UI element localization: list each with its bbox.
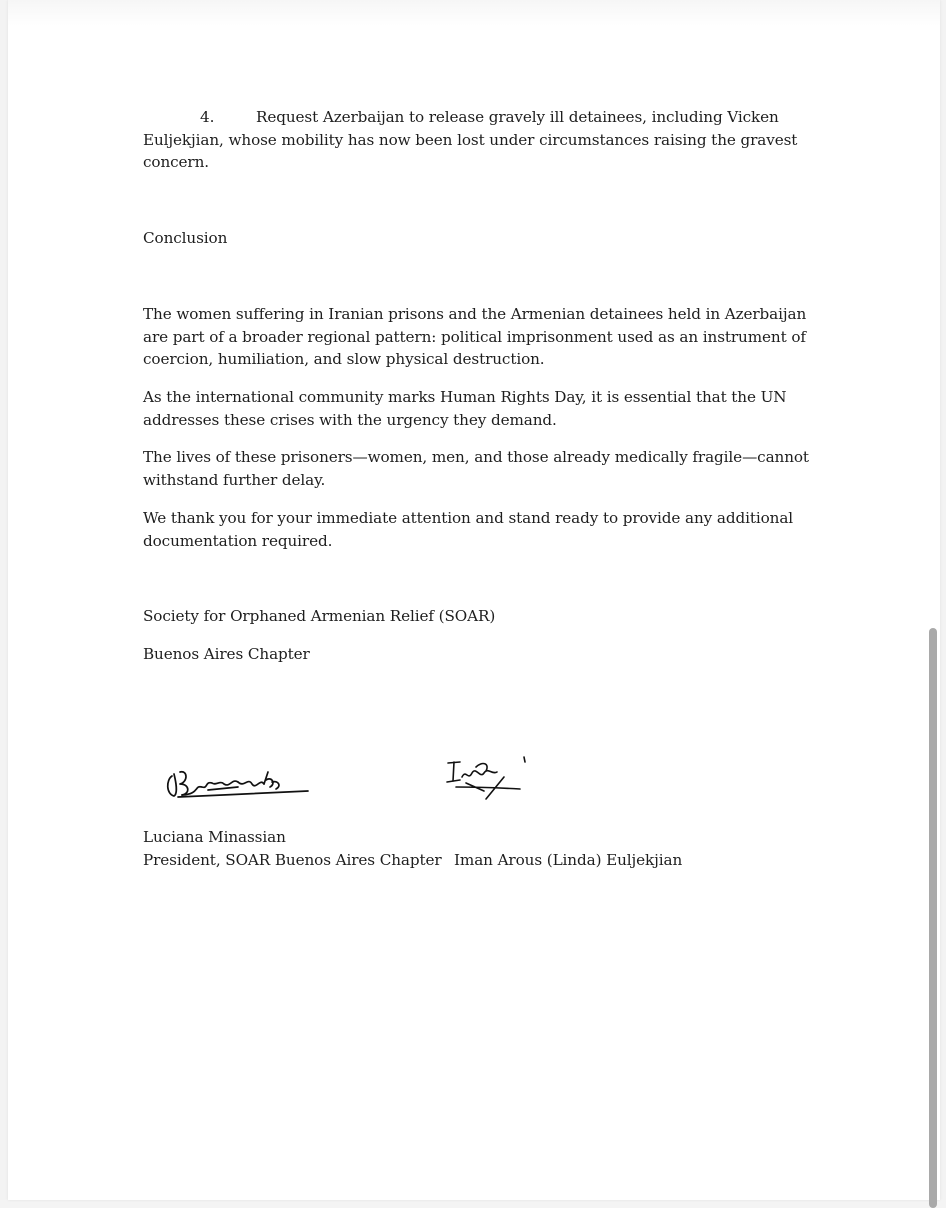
scrollbar-thumb[interactable]	[929, 628, 937, 1208]
page-top-edge	[8, 0, 940, 26]
signatory-1-title: President, SOAR Buenos Aires Chapter	[143, 851, 442, 869]
document-page	[8, 0, 940, 1200]
paragraph-2: As the international community marks Human Rights Day, it is essential that the UN addresses these crises with the urgency they demand.	[143, 388, 787, 429]
organization-name: Society for Orphaned Armenian Relief (SOAR)	[143, 607, 496, 625]
list-item-4	[143, 106, 813, 174]
paragraph-4: We thank you for your immediate attention and stand ready to provide any additional documentation required.	[143, 509, 794, 550]
paragraph-3: The lives of these prisoners—women, men, and those already medically fragile—cannot withstand further delay.	[143, 448, 809, 489]
signatory-1-name: Luciana Minassian	[143, 828, 286, 846]
conclusion-heading: Conclusion	[143, 229, 228, 247]
signatory-2-name: Iman Arous (Linda) Euljekjian	[454, 851, 683, 869]
paragraph-1: The women suffering in Iranian prisons and the Armenian detainees held in Azerbaijan are part of a broader regional pattern: political imprisonment used as an instrument of coercion, humiliation, and slow physical destruction.	[143, 305, 807, 369]
signature-2-icon	[442, 753, 532, 803]
list-item-text-line1: Request Azerbaijan to release gravely ill detainees, including Vicken	[256, 108, 779, 126]
signature-1-icon	[160, 760, 310, 802]
list-item-number: 4.	[200, 108, 215, 126]
chapter-name: Buenos Aires Chapter	[143, 645, 310, 663]
list-item-text-rest: Euljekjian, whose mobility has now been lost under circumstances raising the gravest concern.	[143, 130, 798, 172]
